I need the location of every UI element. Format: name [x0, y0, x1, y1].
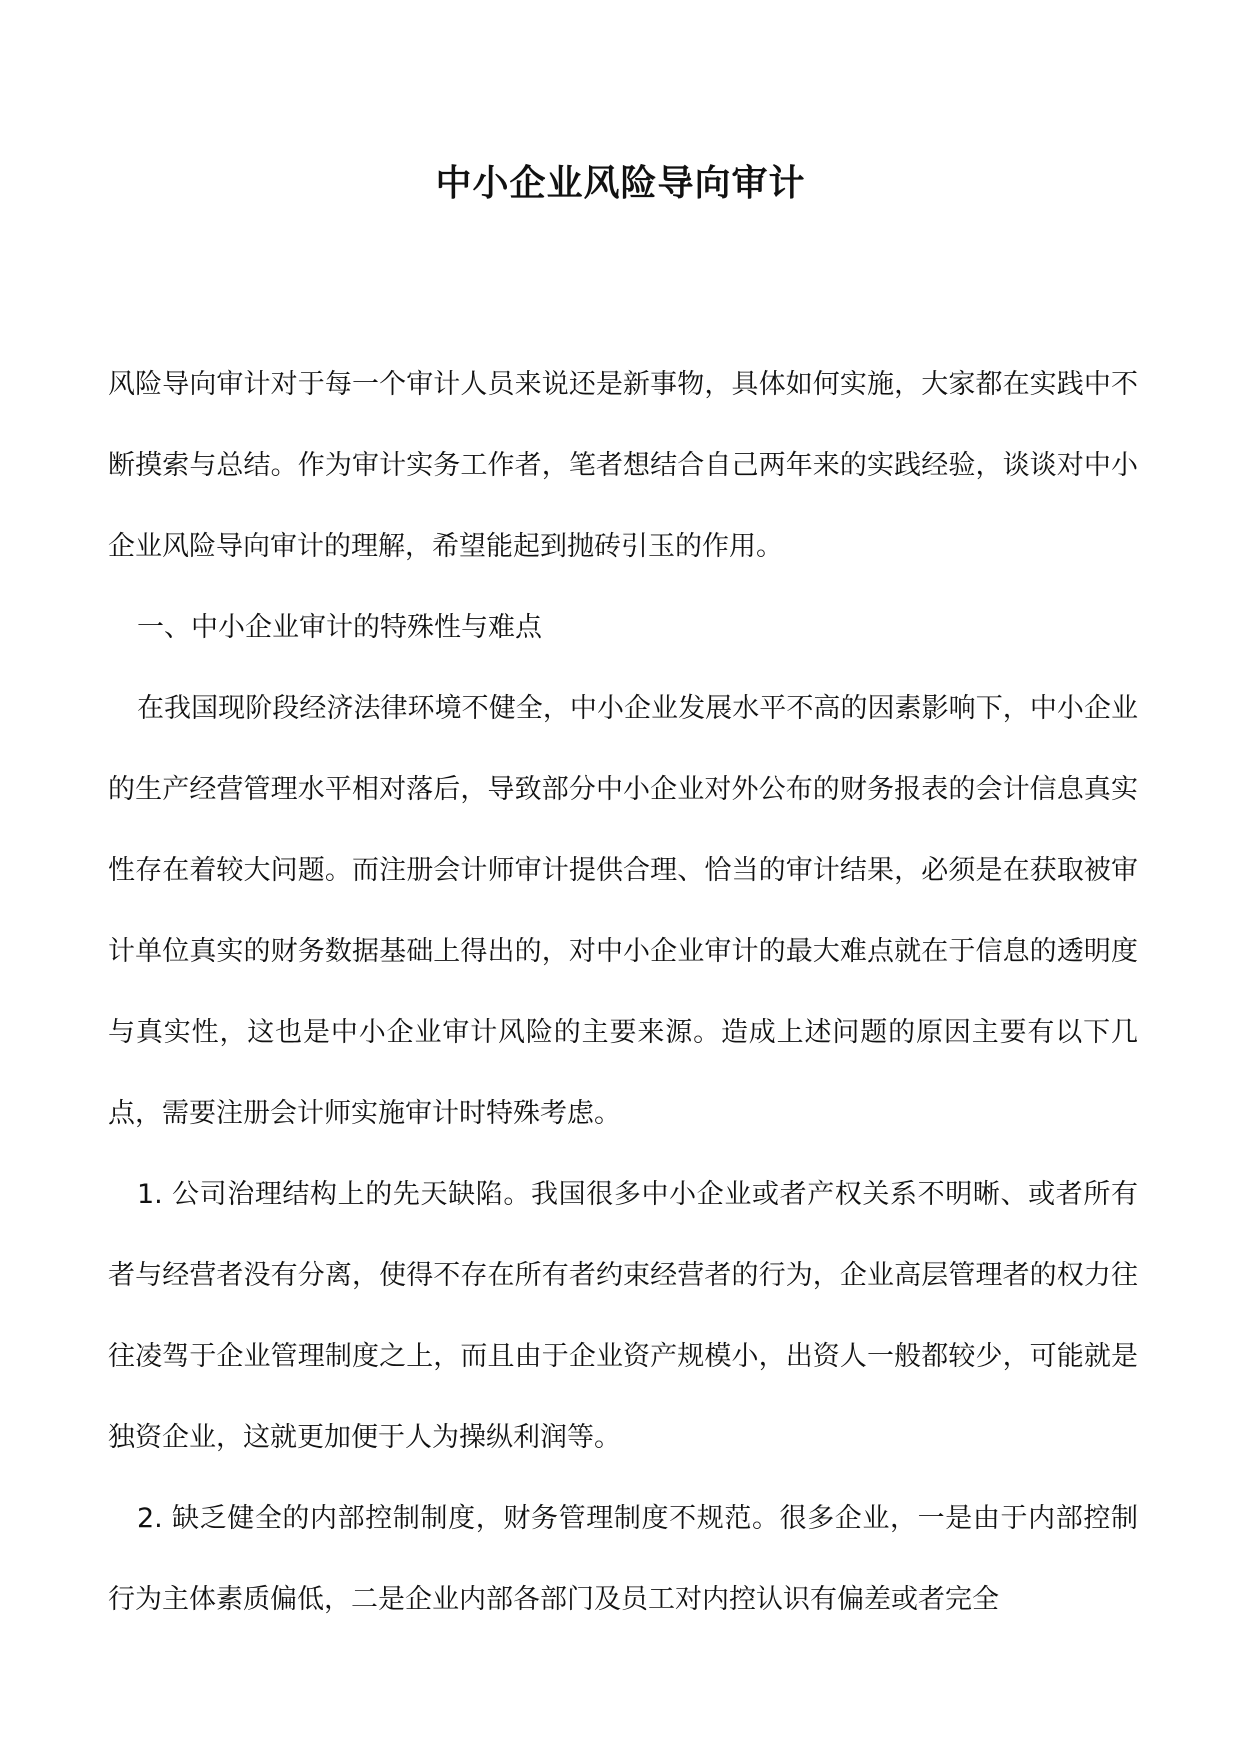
paragraph-intro: 风险导向审计对于每一个审计人员来说还是新事物，具体如何实施，大家都在实践中不断摸索与总结。作为审计实务工作者，笔者想结合自己两年来的实践经验，谈谈对中小企业风险导向审计的理解，希望能起到抛砖引玉的作用。	[108, 369, 1138, 562]
section-heading: 一、中小企业审计的特殊性与难点	[137, 612, 542, 643]
document-body	[108, 344, 1138, 1640]
paragraph-point-2: 2. 缺乏健全的内部控制制度，财务管理制度不规范。很多企业，一是由于内部控制行为主体素质偏低，二是企业内部各部门及员工对内控认识有偏差或者完全	[108, 1503, 1138, 1615]
paragraph-point-1: 1. 公司治理结构上的先天缺陷。我国很多中小企业或者产权关系不明晰、或者所有者与经营者没有分离，使得不存在所有者约束经营者的行为，企业高层管理者的权力往往凌驾于企业管理制度之上，而且由于企业资产规模小，出资人一般都较少，可能就是独资企业，这就更加便于人为操纵利润等。	[108, 1179, 1138, 1453]
document-title: 中小企业风险导向审计	[435, 163, 806, 204]
paragraph-background: 在我国现阶段经济法律环境不健全，中小企业发展水平不高的因素影响下，中小企业的生产经营管理水平相对落后，导致部分中小企业对外公布的财务报表的会计信息真实性存在着较大问题。而注册会计师审计提供合理、恰当的审计结果，必须是在获取被审计单位真实的财务数据基础上得出的，对中小企业审计的最大难点就在于信息的透明度与真实性，这也是中小企业审计风险的主要来源。造成上述问题的原因主要有以下几点，需要注册会计师实施审计时特殊考虑。	[108, 693, 1138, 1129]
